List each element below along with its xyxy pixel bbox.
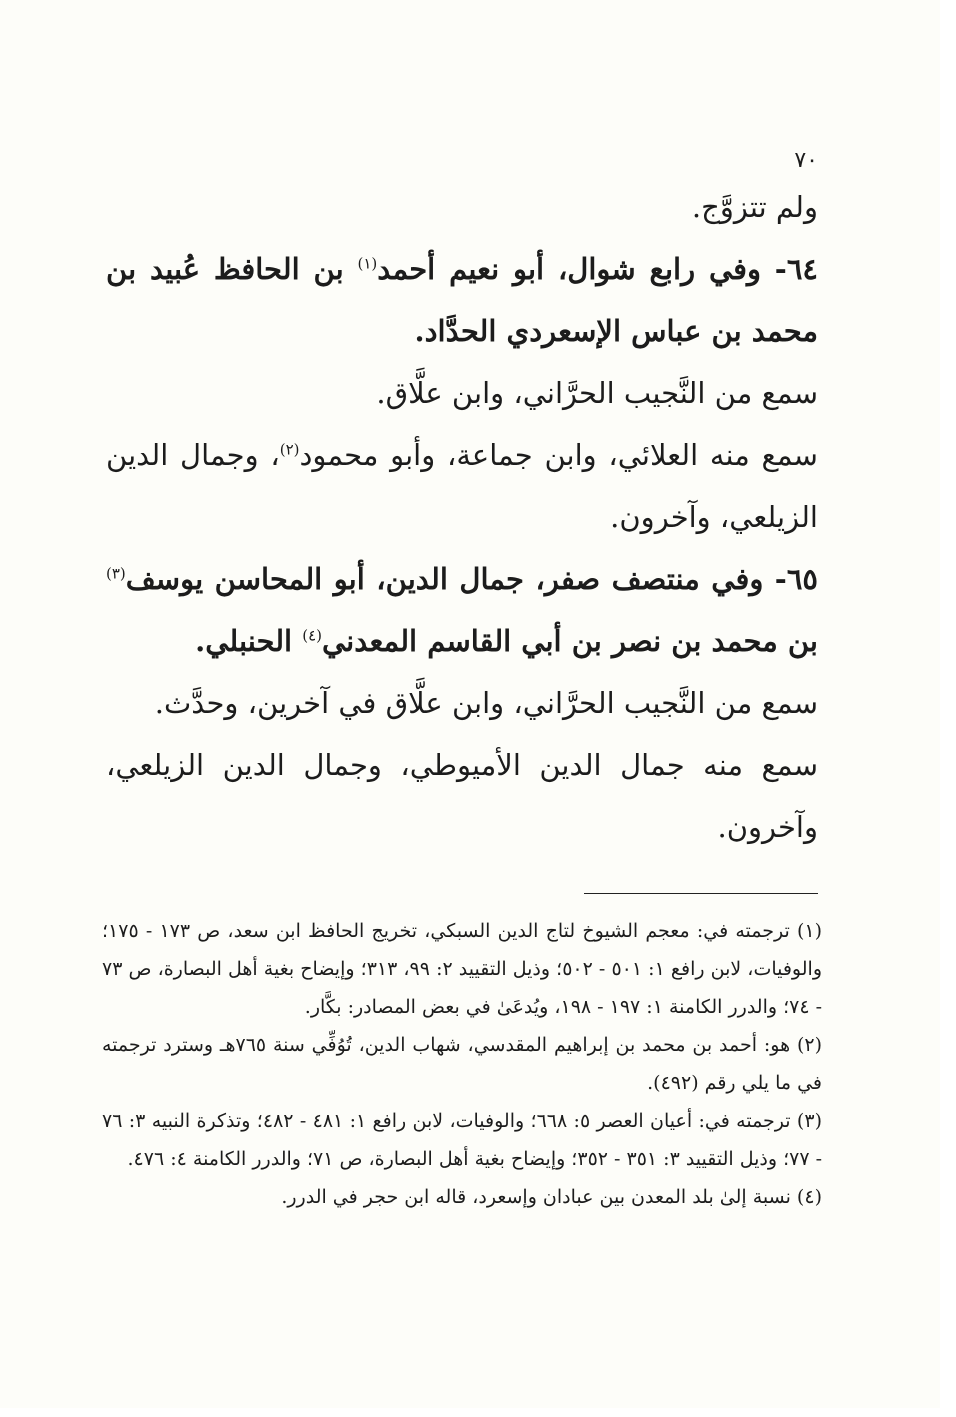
entry-64-heard-by-rest: ، وجمال الدين الزيلعي، وآخرون. [106,438,818,534]
footnote-ref-2[interactable]: (٢) [279,440,300,459]
scan-margin-right [940,0,956,1417]
page-number: ٧٠ [794,148,818,173]
footnote-2: (٢) هو: أحمد بن محمد بن إبراهيم المقدسي، شهاب الدين، تُوُفِّي سنة ٧٦٥هـ وسترد ترجمته في ما يلي رقم (٤٩٢). [102,1034,822,1094]
entry-65-heard-from: سمع من النَّجيب الحرَّاني، وابن علَّاق في آخرين، وحدَّث. [154,686,818,720]
footnotes [102,912,822,1216]
footnote-3: (٣) ترجمته في: أعيان العصر ٥: ٦٦٨؛ والوفيات، لابن رافع ١: ٤٨١ - ٤٨٢؛ وتذكرة النبيه ٣: ٧٦ - ٧٧؛ وذيل التقييد ٣: ٣٥١ - ٣٥٢؛ وإيضاح بغية أهل البصارة، ص ٧١؛ والدرر الكامنة ٤: ٤٧٦. [102,1110,822,1170]
entry-65-heard-by: سمع منه جمال الدين الأميوطي، وجمال الدين الزيلعي، وآخرون. [106,748,818,844]
paragraph-closing-line: ولم تتزوَّج. [691,190,818,224]
entry-64-heard-by [106,424,818,548]
entry-65-heading-mid: بن محمد بن نصر بن أبي القاسم المعدني [322,624,818,658]
footnote-1: (١) ترجمته في: معجم الشيوخ لتاج الدين السبكي، تخريج الحافظ ابن سعد، ص ١٧٣ - ١٧٥؛ والوفيات، لابن رافع ١: ٥٠١ - ٥٠٢؛ وذيل التقييد ٢: ٩٩، ٣١٣؛ وإيضاح بغية أهل البصارة، ص ٧٣ - ٧٤؛ والدرر الكامنة ١: ١٩٧ - ١٩٨، ويُدعَىٰ في بعض المصادر: بكَّار. [102,920,822,1018]
entry-64-heard-by-start: سمع منه العلائي، وابن جماعة، وأبو محمود [299,438,818,472]
scan-margin-bottom [0,1408,956,1417]
entry-65-heading-end: الحنبلي. [195,624,303,658]
entry-64-heard-from: سمع من النَّجيب الحرَّاني، وابن علَّاق. [376,376,818,410]
footnote-ref-4[interactable]: (٤) [302,626,322,645]
footnote-ref-3[interactable]: (٣) [106,564,126,583]
main-text [106,176,818,858]
footnote-separator [584,893,818,894]
entry-64-heading-rest: بن الحافظ عُبيد بن محمد بن عباس الإسعردي الحدَّاد. [106,252,818,348]
entry-65 [106,548,818,672]
footnote-ref-1[interactable]: (١) [357,254,378,273]
entry-65-heading: ٦٥- وفي منتصف صفر، جمال الدين، أبو المحاسن يوسف [125,562,818,596]
footnote-4: (٤) نسبة إلىٰ بلد المعدن بين عبادان وإسعرد، قاله ابن حجر في الدرر. [281,1186,822,1208]
entry-64 [106,238,818,362]
entry-64-heading: ٦٤- وفي رابع شوال، أبو نعيم أحمد [377,252,818,286]
